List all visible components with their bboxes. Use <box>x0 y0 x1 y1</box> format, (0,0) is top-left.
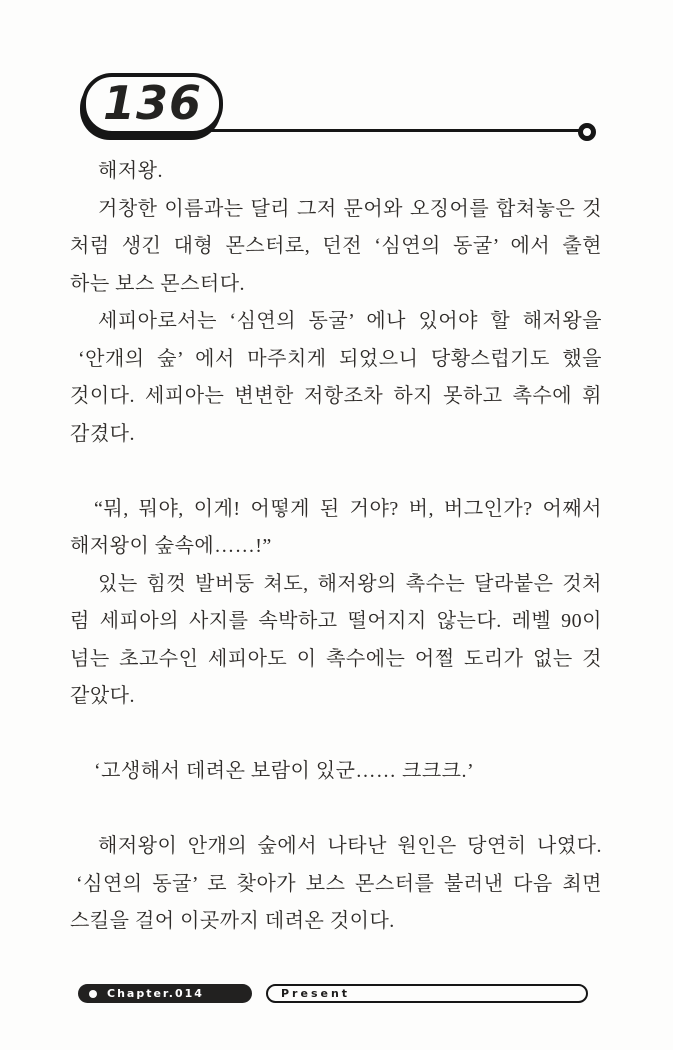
present-label: Present <box>281 987 351 1000</box>
text-line: 거창한 이름과는 달리 그저 문어와 오징어를 합쳐놓은 것 <box>98 197 602 220</box>
page-number-badge <box>82 73 223 135</box>
present-badge <box>266 984 588 1003</box>
blank-line <box>70 453 602 491</box>
text-line: 같았다. <box>70 685 135 707</box>
text-line: 하는 보스 몬스터다. <box>70 272 246 295</box>
text-line: 넘는 초고수인 세피아도 이 촉수에는 어쩔 도리가 없는 것 <box>70 647 602 670</box>
text-line: 있는 힘껏 발버둥 쳐도, 해저왕의 촉수는 달라붙은 것처 <box>98 572 602 595</box>
text-line: ‘안개의 숲’ 에서 마주치게 되었으니 당황스럽기도 했을 <box>78 347 602 370</box>
text-line: 처럼 생긴 대형 몬스터로, 던전 ‘심연의 동굴’ 에서 출현 <box>70 235 602 257</box>
chapter-badge <box>78 984 252 1003</box>
body-text <box>70 153 602 941</box>
text-line: 해저왕. <box>98 160 163 182</box>
text-line: 세피아로서는 ‘심연의 동굴’ 에나 있어야 할 해저왕을 <box>98 310 602 332</box>
text-line: 해저왕이 숲속에……!” <box>70 535 272 557</box>
text-line: “뭐, 뭐야, 이게! 어떻게 된 거야? 버, 버그인가? 어째서 <box>94 497 602 520</box>
blank-line <box>70 716 602 754</box>
chapter-label: Chapter.014 <box>107 987 204 1000</box>
text-line: 해저왕이 안개의 숲에서 나타난 원인은 당연히 나였다. <box>98 835 602 857</box>
text-line: 것이다. 세피아는 변변한 저항조차 하지 못하고 촉수에 휘 <box>70 385 602 407</box>
text-line: 럼 세피아의 사지를 속박하고 떨어지지 않는다. 레벨 90이 <box>70 610 602 632</box>
text-line: 감겼다. <box>70 422 135 445</box>
blank-line <box>70 791 602 829</box>
text-line: ‘고생해서 데려온 보람이 있군…… 크크크.’ <box>94 760 475 782</box>
header-rule-end-ring-icon <box>578 123 596 141</box>
header-rule-line <box>210 129 580 132</box>
page-number: 136 <box>102 76 203 130</box>
text-line: ‘심연의 동굴’ 로 찾아가 보스 몬스터를 불러낸 다음 최면 <box>76 872 602 895</box>
bullet-dot-icon <box>89 990 97 998</box>
text-line: 스킬을 걸어 이곳까지 데려온 것이다. <box>70 910 395 932</box>
